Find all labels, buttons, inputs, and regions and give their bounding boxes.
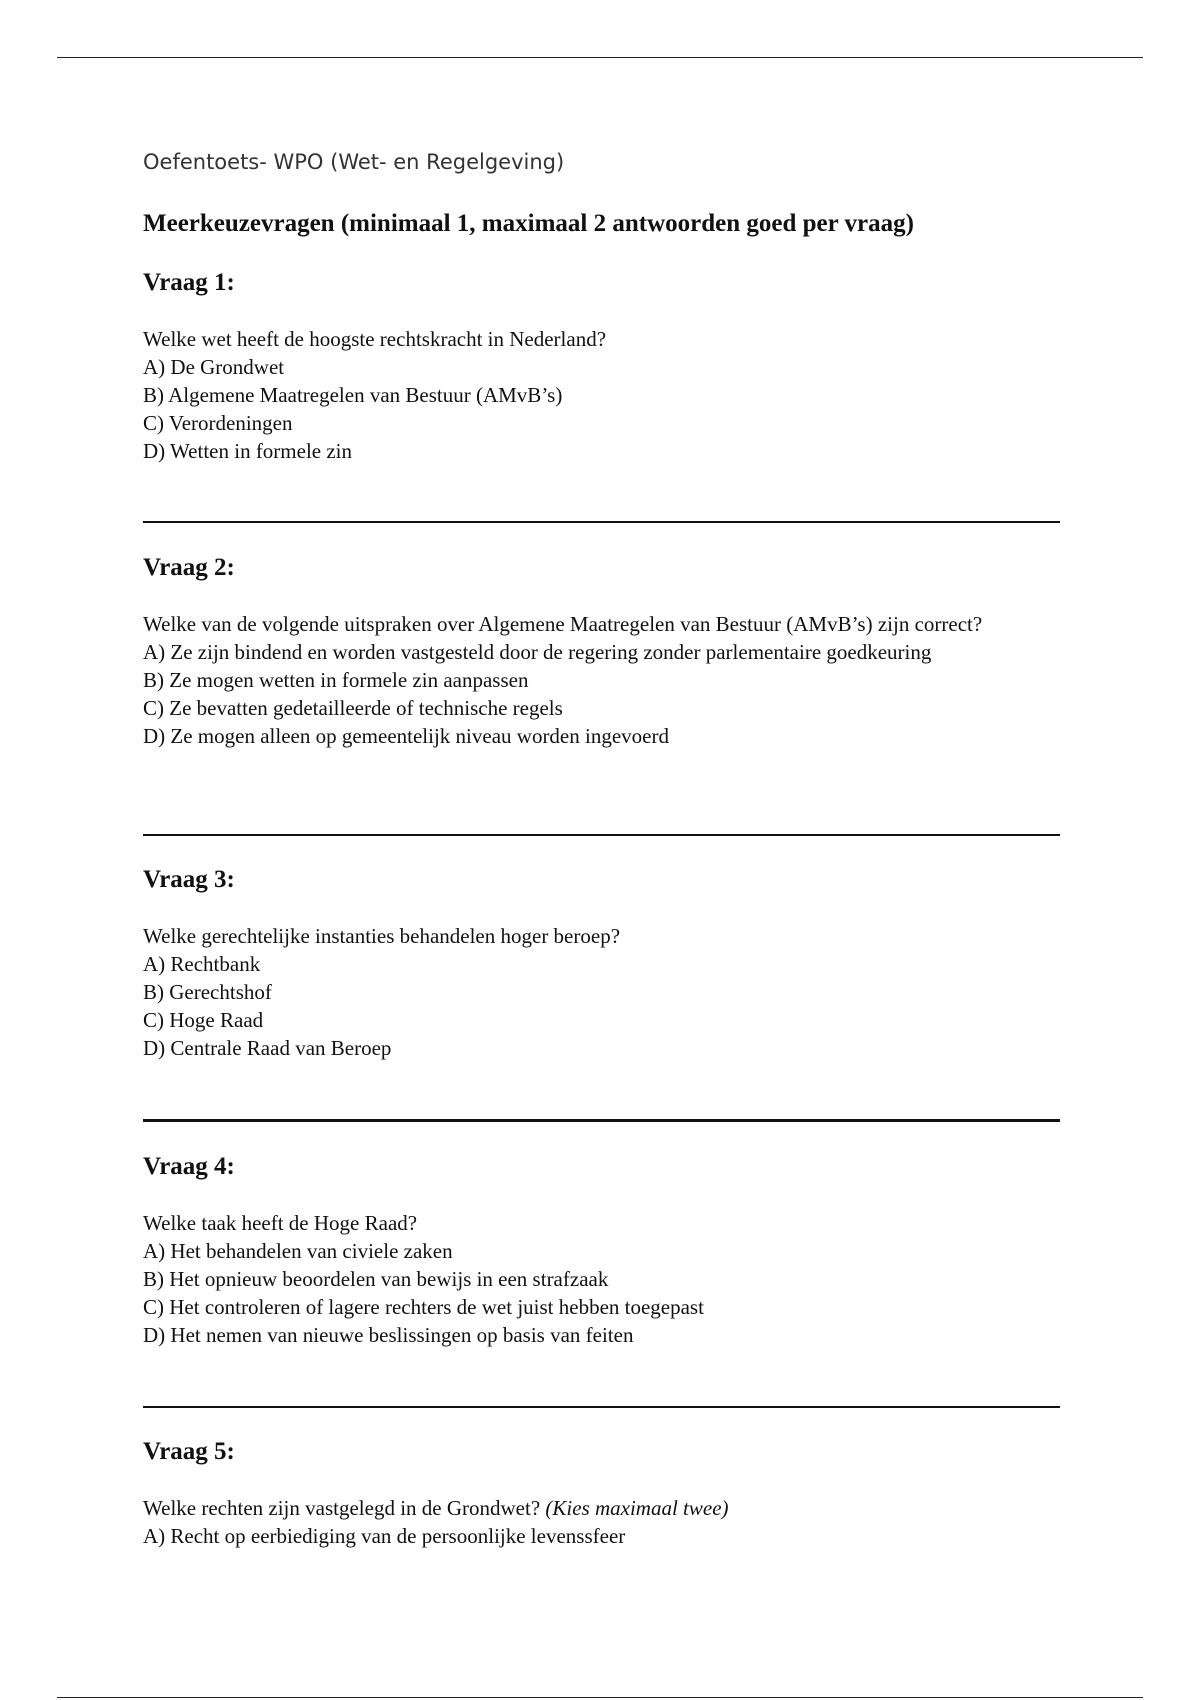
question-text [143, 325, 1063, 353]
question-text-main: Welke van de volgende uitspraken over Algemene Maatregelen van Bestuur (AMvB’s) zijn correct? [143, 612, 983, 636]
answer-options [143, 1522, 1063, 1550]
answer-option-a: A) De Grondwet [143, 355, 285, 379]
answer-option-b: B) Algemene Maatregelen van Bestuur (AMvB’s) [143, 383, 563, 407]
document-title: Oefentoets- WPO (Wet- en Regelgeving) [143, 150, 565, 174]
question-1 [143, 268, 1063, 465]
answer-options [143, 638, 1063, 750]
question-text [143, 1209, 1063, 1237]
answer-option-b: B) Ze mogen wetten in formele zin aanpassen [143, 668, 529, 692]
question-5 [143, 1437, 1063, 1550]
question-3 [143, 865, 1063, 1062]
question-text [143, 1494, 1063, 1522]
question-4 [143, 1152, 1063, 1349]
question-heading: Vraag 5: [143, 1438, 235, 1465]
question-divider [143, 1119, 1060, 1122]
page-bottom-rule [57, 1697, 1143, 1698]
answer-option-b: B) Gerechtshof [143, 980, 272, 1004]
question-heading: Vraag 3: [143, 866, 235, 893]
question-text-main: Welke wet heeft de hoogste rechtskracht in Nederland? [143, 327, 607, 351]
answer-option-d: D) Het nemen van nieuwe beslissingen op basis van feiten [143, 1323, 634, 1347]
question-divider [143, 521, 1060, 523]
answer-option-d: D) Ze mogen alleen op gemeentelijk niveau worden ingevoerd [143, 724, 669, 748]
page-top-rule [57, 57, 1143, 58]
answer-option-c: C) Verordeningen [143, 411, 293, 435]
instructions-heading: Meerkeuzevragen (minimaal 1, maximaal 2 antwoorden goed per vraag) [143, 210, 914, 237]
question-heading: Vraag 4: [143, 1153, 235, 1180]
question-text-main: Welke rechten zijn vastgelegd in de Grondwet? [143, 1496, 541, 1520]
answer-option-a: A) Recht op eerbiediging van de persoonlijke levenssfeer [143, 1524, 626, 1548]
answer-option-c: C) Het controleren of lagere rechters de wet juist hebben toegepast [143, 1295, 704, 1319]
answer-option-c: C) Ze bevatten gedetailleerde of technische regels [143, 696, 563, 720]
question-heading: Vraag 1: [143, 269, 235, 296]
question-hint: (Kies maximaal twee) [545, 1496, 729, 1520]
answer-option-d: D) Wetten in formele zin [143, 439, 353, 463]
answer-options [143, 1237, 1063, 1349]
question-text-main: Welke gerechtelijke instanties behandelen hoger beroep? [143, 924, 621, 948]
question-text [143, 922, 1063, 950]
question-2 [143, 553, 1063, 750]
answer-options [143, 950, 1063, 1062]
question-heading: Vraag 2: [143, 554, 235, 581]
answer-option-a: A) Ze zijn bindend en worden vastgesteld door de regering zonder parlementaire goedkeuring [143, 640, 932, 664]
question-text-main: Welke taak heeft de Hoge Raad? [143, 1211, 418, 1235]
question-text [143, 610, 1063, 638]
answer-option-c: C) Hoge Raad [143, 1008, 264, 1032]
question-divider [143, 834, 1060, 836]
answer-options [143, 353, 1063, 465]
answer-option-b: B) Het opnieuw beoordelen van bewijs in een strafzaak [143, 1267, 609, 1291]
answer-option-a: A) Rechtbank [143, 952, 261, 976]
answer-option-d: D) Centrale Raad van Beroep [143, 1036, 392, 1060]
question-divider [143, 1406, 1060, 1408]
answer-option-a: A) Het behandelen van civiele zaken [143, 1239, 453, 1263]
